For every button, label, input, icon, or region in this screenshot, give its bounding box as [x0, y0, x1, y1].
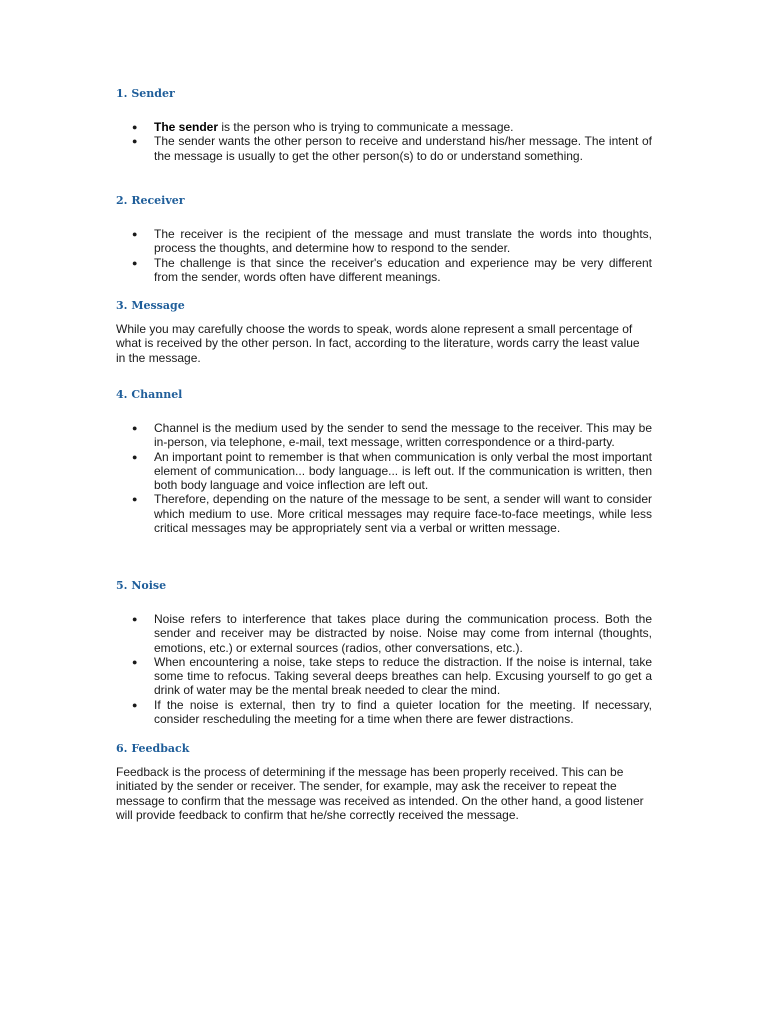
section-feedback [116, 741, 652, 822]
bullet-icon: ● [132, 451, 138, 462]
bullet-icon: ● [132, 423, 138, 433]
list-item-text: The challenge is that since the receiver's education and experience may be very different from the sender, words often have different meanings. [154, 255, 652, 284]
list-item-text: When encountering a noise, take steps to reduce the distraction. If the noise is internal, take some time to refocus. Taking several deeps breathes can help. Excusing yourself to go get a drink of water may be the mental break needed to clear the mind. [154, 654, 652, 698]
bullet-list [116, 227, 652, 284]
section-heading: 3. Message [116, 299, 185, 312]
section-sender [116, 86, 652, 163]
section-heading: 4. Channel [116, 388, 183, 401]
section-heading: 5. Noise [116, 579, 167, 592]
section-heading: 2. Receiver [116, 194, 185, 207]
list-item [116, 612, 652, 655]
list-item [116, 698, 652, 727]
bullet-list [116, 120, 652, 163]
bullet-icon: ● [132, 614, 138, 624]
list-item-text: An important point to remember is that when communication is only verbal the most important element of communication... body language... is left out. If the communication is written, then both body language and voice inflection are left out. [154, 449, 652, 493]
section-channel [116, 387, 652, 535]
list-item [116, 134, 652, 163]
bullet-icon: ● [132, 122, 138, 132]
bullet-icon: ● [132, 229, 138, 239]
section-paragraph: While you may carefully choose the words to speak, words alone represent a small percentage of what is received by the other person. In fact, according to the literature, words carry the least value in the message. [116, 322, 640, 365]
section-heading: 6. Feedback [116, 742, 190, 755]
list-item-text: Channel is the medium used by the sender to send the message to the receiver. This may be in-person, via telephone, e-mail, text message, written correspondence or a third-party. [154, 421, 652, 450]
bullet-list [116, 421, 652, 535]
bullet-icon: ● [132, 656, 138, 667]
section-message [116, 298, 652, 365]
bullet-icon: ● [132, 136, 138, 147]
list-item [116, 655, 652, 698]
bullet-list [116, 612, 652, 726]
list-item-text: Noise refers to interference that takes place during the communication process. Both the sender and receiver may be distracted by noise. Noise may come from internal (thoughts, emotions, etc.) or external sources (radios, other conversations, etc.). [154, 612, 652, 655]
list-item [116, 227, 652, 256]
list-item [116, 421, 652, 450]
list-item [116, 450, 652, 493]
term-bold: The sender [154, 120, 219, 134]
list-item [116, 256, 652, 285]
list-item-text: The sender wants the other person to receive and understand his/her message. The intent of the message is usually to get the other person(s) to do or understand something. [154, 134, 652, 163]
list-item [116, 492, 652, 535]
section-paragraph: Feedback is the process of determining if the message has been properly received. This can be initiated by the sender or receiver. The sender, for example, may ask the receiver to repeat the message to confirm that the message was received as intended. On the other hand, a good listener will provide feedback to confirm that he/she correctly received the message. [116, 765, 644, 822]
list-item [116, 120, 652, 134]
list-item-text: The receiver is the recipient of the message and must translate the words into thoughts, process the thoughts, and determine how to respond to the sender. [154, 227, 652, 256]
bullet-icon: ● [132, 494, 138, 505]
bullet-icon: ● [132, 699, 138, 710]
section-noise [116, 578, 652, 726]
section-heading: 1. Sender [116, 87, 175, 100]
list-item-text: Therefore, depending on the nature of the message to be sent, a sender will want to consider which medium to use. More critical messages may require face-to-face meetings, while less critical messages may be appropriately sent via a verbal or written message. [154, 492, 652, 536]
section-receiver [116, 193, 652, 284]
list-item-text: If the noise is external, then try to find a quieter location for the meeting. If necessary, consider rescheduling the meeting for a time when there are fewer distractions. [154, 697, 652, 727]
bullet-icon: ● [132, 257, 138, 268]
list-item-text: is the person who is trying to communicate a message. [218, 120, 514, 134]
